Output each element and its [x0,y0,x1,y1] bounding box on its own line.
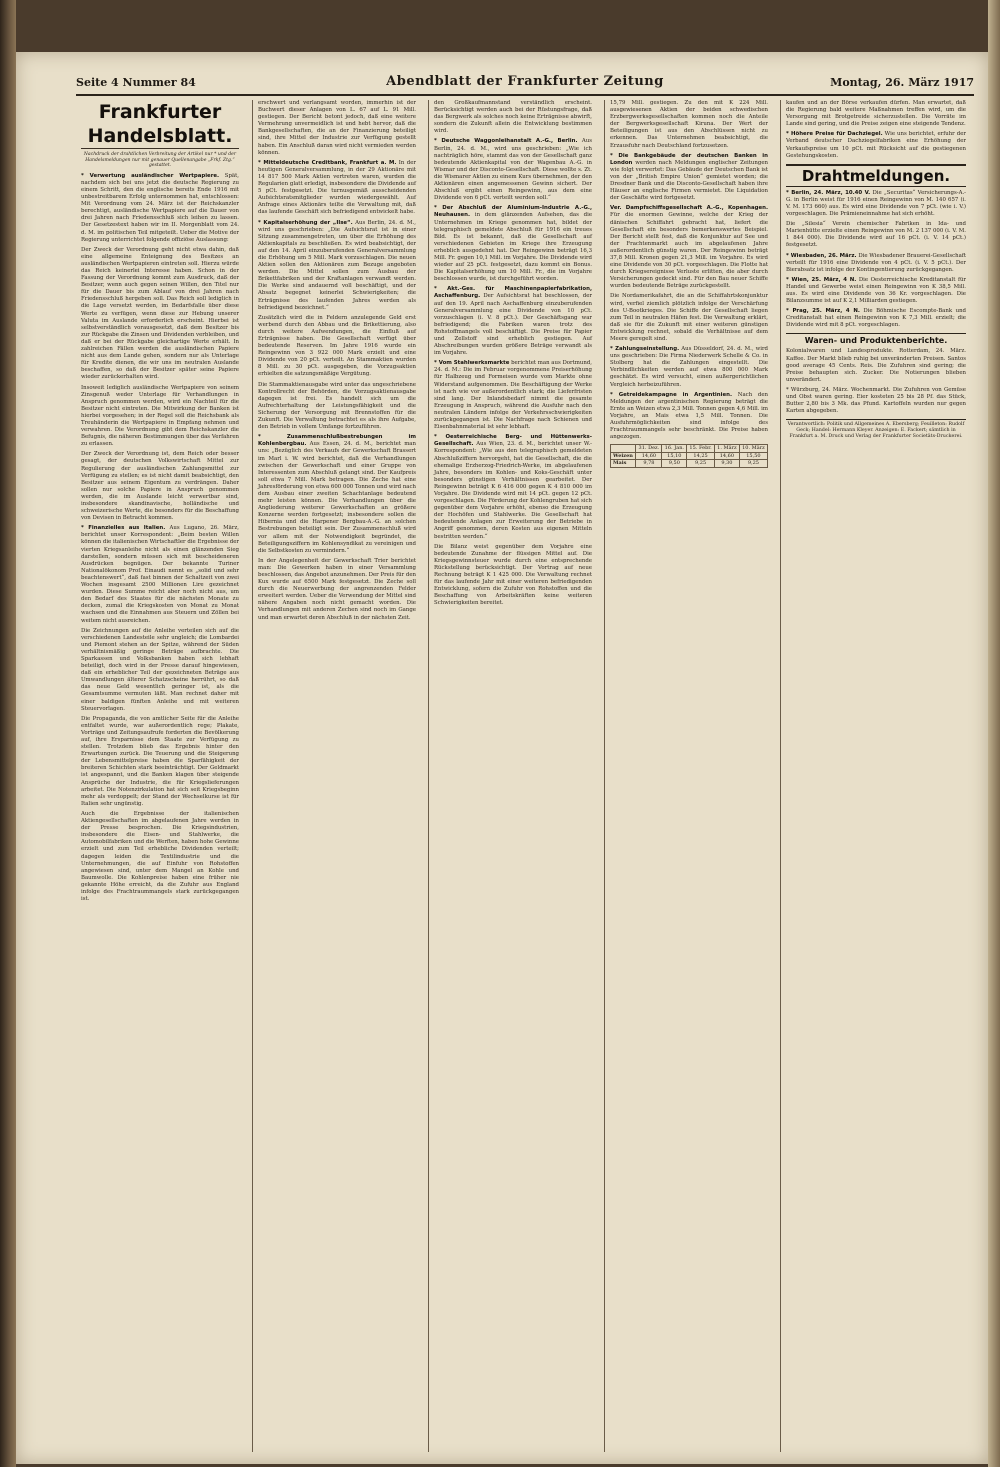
article-headline: * Berlin, 24. März, 10.40 V. [786,189,871,196]
price-cell: 9,30 [714,460,739,468]
column-5-top-articles [786,100,966,160]
article [786,253,966,274]
price-column-header [611,445,636,453]
article-body: Die Zeichnungen auf die Anleihe verteilen sich auf die verschiedenen Landesteile sehr ungleich; die Lombardei und Piemont stehen an der Spitze, während der Süden verhältnismäßig geringe Beträge aufbrachte. Die Sparkassen und Volksbanken haben sich lebhaft beteiligt, doch wird in der Presse darauf hingewiesen, daß ein erheblicher Teil der gezeichneten Beträge aus Umwandlungen älterer Schatzscheine herrührt, so daß das neue Geld wesentlich geringer ist, als die Gesamtsumme vermuten läßt. Man rechnet daher mit einer baldigen fünften Anleihe und mit weiteren Steuervorlagen. [81,627,239,712]
price-cell: Mais [611,460,636,468]
article-headline: * Zusammenschlußbestrebungen im Kohlenbergbau. [258,434,416,448]
article [786,190,966,218]
article-body: Der Zweck der Verordnung geht nicht etwa dahin, daß eine allgemeine Enteignung des Besitzes an ausländischen Wertpapieren eintreten soll. Hierzu würde das Reich keinerlei Interesse haben. Schon in der Fassung der Verordnung kommt zum Ausdruck, daß der Besitzer, wenn auch gegen seinen Willen, den Titel nur für die Dauer bis zum Ablauf von drei Jahren nach Friedensschluß hergeben soll. Das Reich soll lediglich in die Lage versetzt werden, im Bedarfsfalle über diese Werte zu verfügen, wenn diese zur Hebung unserer Valuta im Auslande erforderlich erscheint. Hierbei ist selbstverständlich vorausgesetzt, daß dem Besitzer bis zur Rückgabe die Zinsen und Dividenden verbleiben, und daß er bei der Rückgabe gleichartige Werte erhält. In zahlreichen Fällen werden die ausländischen Papiere nicht aus dem Lande gehen, sondern nur als Unterlage für Kredite dienen, die wir uns im neutralen Auslande beschaffen, so daß der Besitzer später seine Papiere wieder zurückerhalten wird. [81,246,239,381]
article [258,434,416,555]
price-cell: 15,10 [662,452,687,460]
article [258,558,416,622]
price-cell: 14,60 [636,452,662,460]
article-headline: * Wiesbaden, 26. März. [786,252,857,259]
column-1 [76,100,244,1452]
price-cell: 9,78 [636,460,662,468]
table-row [611,452,768,460]
article [81,525,239,624]
article-headline: * Mitteldeutsche Creditbank, Frankfurt a. M. [258,159,397,166]
article-headline: * Getreidekampagne in Argentinien. [610,391,733,398]
article-body: Die „Securitas“ Versicherungs-A.-G. in Berlin weist für 1916 einen Reingewinn von M. 140 657 (i. V. M. 173 660) aus. Es wird eine Dividende von 7 pCt. (wie i. V.) vorgeschlagen. Die Prämieneinnahme hat sich erhöht. [786,189,966,218]
article-headline: * Oesterreichische Berg- und Hüttenwerks-Gesellschaft. [434,434,592,448]
article [434,434,592,540]
waren-heading: Waren- und Produktenberichte. [786,333,966,346]
article-body: Für die enormen Gewinne, welche der Krieg der dänischen Schiffahrt gebracht hat, liefert die Gesellschaft ein besonders bemerkenswertes Beispiel. Der Bericht stellt fest, daß die Konjunktur auf See und der Frachtenmarkt auch im abgelaufenen Jahre außerordentlich günstig waren. Der Reingewinn beträgt 37,8 Mill. Kronen gegen 21,3 Mill. im Vorjahre. Es wird eine Dividende von 30 pCt. vorgeschlagen. Die Flotte hat durch Kriegsereignisse Verluste erlitten, die aber durch Versicherungen gedeckt sind. Für den Bau neuer Schiffe wurden bedeutende Beträge zurückgestellt. [610,212,768,290]
article-body: Kolonialwaren und Landesprodukte. Rotterdam, 24. März. Kaffee. Der Markt blieb ruhig bei unveränderten Preisen. Santos good average 45 Cents. Reis. Die Zufuhren sind gering; die Preise behaupten sich. Zucker. Die Notierungen blieben unverändert. [786,348,966,383]
article-body: Auch die Ergebnisse der italienischen Aktiengesellschaften im abgelaufenen Jahre werden in der Presse besprochen. Die Kriegsindustrien, insbesondere die Eisen- und Stahlwerke, die Automobilfabriken und die Werften, haben hohe Gewinne erzielt und zum Teil erhebliche Dividenden verteilt; dagegen leiden die Textilindustrie und die Unternehmungen, die auf Einfuhr von Rohstoffen angewiesen sind, unter dem Mangel an Kohle und Baumwolle. Die Kohlenpreise haben eine früher nie gekannte Höhe erreicht, da die Zufuhr aus England infolge des Frachtraummangels stark zurückgegangen ist. [81,810,239,903]
price-column-header: 16. Jan. [662,445,687,453]
column-3-articles [429,100,597,607]
page-number: Seite 4 Nummer 84 [76,76,196,89]
section-masthead: Frankfurter Handelsblatt. [81,100,239,149]
issue-date: Montag, 26. März 1917 [830,76,974,89]
article-body: kaufen und an der Börse verkaufen dürfen. Man erwartet, daß die Regierung bald weitere Maßnahmen treffen wird, um die Versorgung mit Brotgetreide sicherzustellen. Die Vorräte im Lande sind gering, und die Preise zeigen eine steigende Tendenz. [786,100,966,128]
price-cell: Weizen [611,452,636,460]
article-body: Spät, nachdem sich bei uns jetzt die deutsche Regierung zu einem Schritt, den die englische bereits Ende 1916 mit unbestreitbarem Erfolg unternommen hat, entschlossen: Mit Verordnung vom 24. März ist der Reichskanzler berechtigt, ausländische Wertpapiere auf die Dauer von drei Jahren nach Friedensschluß sich leihen zu lassen. Der Gesetzestext haben wir im II. Morgenblatt vom 24. d. M. im politischen Teil mitgeteilt. Ueber die Motive der Regierung unterrichtet folgende offiziöse Auslassung: [81,172,240,243]
table-row [611,460,768,468]
drahtmeldungen-heading: Drahtmeldungen. [786,164,966,187]
article-body: 15,79 Mill. gestiegen. Zu den mit K 224 Mill. ausgewiesenen Aktien der beiden schwedischen Erzbergwerksgesellschaften kommen noch die Anteile der Bergwerksgesellschaft Kiruna. Der Wert der Beteiligungen ist aus den Abschlüssen nicht zu erkennen. Das Unternehmen beabsichtigt, die Erzausfuhr nach Deutschland fortzusetzen. [610,100,768,149]
article [786,277,966,305]
article-headline: * Die Bankgebäude der deutschen Banken in London [610,152,768,166]
page-edge [988,0,1000,1467]
article-headline: * Der Abschluß der Aluminium-Industrie A.-G., Neuhausen. [434,205,592,219]
column-5-wire-articles [786,190,966,330]
book-binding [0,0,16,1467]
article [258,160,416,217]
price-table-body [611,452,768,467]
page-header [76,72,974,96]
article [81,716,239,808]
article-body: Aus Essen, 24. d. M., berichtet man uns: „Bezüglich des Verkaufs der Gewerkschaft Brassert im Marl i. W. wird berichtet, daß die Verhandlungen zwischen der Gewerkschaft und einer Gruppe von Interessenten zum Abschluß gelangt sind. Der Kaufpreis soll etwa 7 Mill. Mark betragen. Die Zeche hat eine Jahresförderung von etwa 600 000 Tonnen und wird nach dem Ausbau einer zweiten Schachtanlage bedeutend mehr leisten können. Die Verhandlungen über die Angliederung weiterer Gewerkschaften an größere Konzerne werden fortgesetzt; insbesondere sollen die Hibernia und die Harpener Bergbau-A.-G. an solchen Bestrebungen beteiligt sein. Der Zusammenschluß wird vor allem mit der Notwendigkeit begründet, die Beteiligungsziffern im Kohlensyndikat zu vereinigen und die Selbstkosten zu vermindern.“ [258,441,417,554]
article-headline: * Vom Stahlwerksmarkte [434,360,510,367]
article-body: Nach den Meldungen der argentinischen Regierung beträgt die Ernte an Weizen etwa 2,3 Mill. Tonnen gegen 4,6 Mill. im Vorjahre, an Mais etwa 1,5 Mill. Tonnen. Die Ausfuhrmöglichkeiten sind infolge des Frachtraummangels sehr beschränkt. Die Preise haben angezogen. [610,391,769,441]
article [786,131,966,159]
article-body: Aus Wien, 23. d. M., berichtet unser W.-Korrespondent: „Wie aus den telegraphisch gemeldeten Abschlußziffern hervorgeht, hat die Gesellschaft, die die ehemalige Erzherzog-Friedrich-Werke, im abgelaufenen Jahre, besonders im Kohlen- und Koks-Geschäft unter besonders günstigen Verhältnissen gearbeitet. Der Reingewinn beträgt K 6 416 000 gegen K 4 810 000 im Vorjahre. Die Dividende wird mit 14 pCt. gegen 12 pCt. vorgeschlagen. Die Förderung der Kohlengruben hat sich gegenüber dem Vorjahre erhöht, ebenso die Erzeugung der Hochöfen und Stahlwerke. Die Gesellschaft hat bedeutende Anlagen zur Erweiterung der Betriebe in Angriff genommen, deren Kosten aus eigenen Mitteln bestritten werden.“ [434,441,592,540]
article-body: Die „Silesia“ Verein chemischer Fabriken in Ida- und Marienhütte erzielte einen Reingewinn von M. 2 137 000 (i. V. M. 1 844 000). Die Dividende wird auf 16 pCt. (i. V. 14 pCt.) festgesetzt. [786,221,966,249]
imprint-footer: Verantwortlich: Politik und Allgemeines A. Ebersberg; Feuilleton: Rudolf Geck; Handel: Hermann Kleyer. Anzeigen: E. Fackert; sämtlich in Frankfurt a. M. Druck und Verlag der Frankfurter Societäts-Druckerei. [786,419,966,440]
article-headline: * Kapitalserhöhung der „Ilse“. [258,219,353,226]
article-headline: * Höhere Preise für Dachziegel. [786,131,883,138]
price-cell: 15,50 [739,452,767,460]
grain-price-table [610,444,768,468]
article-body: Aus Lugano, 26. März, berichtet unser Korrespondent: „Beim besten Willen können die italienischen Wirtschaftler die Ergebnisse der vierten Kriegsanleihe nicht als einen glänzenden Sieg darstellen, sondern müssen sich mit bescheideneren Ausdrücken begnügen. Der bekannte Turiner Nationalökonom Prof. Einaudi nennt es „solid und sehr beachtenswert“, daß fast binnen der Schaltzeit von zwei Wochen insgesamt 2500 Millionen Lire gezeichnet wurden. Diese Summe reicht aber noch nicht aus, um den Bedarf des Staates für die nächsten Monate zu decken, zumal die Kriegskosten von Monat zu Monat wachsen und die Einnahmen aus Steuern und Zöllen bei weitem nicht ausreichen. [81,525,240,624]
article [81,173,239,244]
column-4 [604,100,773,1452]
article-headline: * Finanzielles aus Italien. [81,525,166,532]
article-body: Der Aufsichtsrat hat beschlossen, der auf den 19. April nach Aschaffenburg einzuberufenden Generalversammlung eine Dividende von 10 pCt. vorzuschlagen (i. V. 8 pCt.). Der Geschäftsgang war befriedigend; die Fabriken waren trotz des Rohstoffmangels voll beschäftigt. Die Preise für Papier und Zellstoff sind erheblich gestiegen. Auf Abschreibungen wurden größere Beträge verwandt als im Vorjahre. [434,293,592,357]
article [610,346,768,389]
article-body: Zusätzlich wird die in Feldern anzulegende Geld erst werbend durch den Abbau und die Brikettierung, also durch weitere Aufwendungen, die Einfluß auf Erträgnisse haben. Die Gesellschaft verfügt über bedeutende Reserven. Im Jahre 1916 wurde ein Reingewinn von 3 922 000 Mark erzielt und eine Dividende von 20 pCt. verteilt. An Stammaktien wurden 8 Mill. zu 30 pCt. ausgegeben, die Vorzugsaktien erhielten die satzungsmäßige Vergütung. [258,314,416,378]
article [434,360,592,431]
price-cell: 14,25 [687,452,715,460]
article-body: Der Zweck der Verordnung ist, dem Reich oder besser gesagt, der deutschen Volkswirtschaft Mittel zur Regulierung der ausländischen Zahlungsmittel zur Verfügung zu stellen; es ist nicht damit beabsichtigt, den Besitzer aus seinem Eigentum zu verdrängen. Daher sollen nur solche Papiere in Anspruch genommen werden, die im Auslande leicht verwertbar sind, insbesondere skandinavische, holländische und schweizerische Werte, die besonders für die Beschaffung von Devisen in Betracht kommen. [81,451,239,522]
article-body: Aus Düsseldorf, 24. d. M., wird uns geschrieben: Die Firma Niederwerk Schelle & Co. in Stolberg hat die Zahlungen eingestellt. Die Verbindlichkeiten werden auf etwa 800 000 Mark geschätzt. Es wird versucht, einen außergerichtlichen Vergleich herbeizuführen. [610,346,769,388]
article-headline: * Zahlungseinstellung. [610,346,680,353]
article-body: Insoweit lediglich ausländische Wertpapiere von seinem Zinsgenuß weder Unterlage für Verhandlungen in Anspruch genommen werden, wird ein Nachteil für die Besitzer nicht eintreten. Die Mitwirkung der Banken ist hierbei vorgesehen; in der Regel soll die Reichsbank als Treuhänderin die Wertpapiere in Empfang nehmen und verwahren. Die Verordnung gibt dem Reichskanzler die Befugnis, die näheren Bestimmungen über das Verfahren zu erlassen. [81,384,239,448]
article [786,308,966,329]
article [610,293,768,343]
column-2-articles [253,100,421,622]
price-column-header: 10. März [739,445,767,453]
article-body: den Großkaufmannstand verständlich erscheint. Berücksichtigt werden auch bei der Rüstungsfrage, daß das Bergwerk als solches noch keine Erträgnisse abwirft, sondern die Zukunft allein die Entwicklung bestimmen wird. [434,100,592,135]
article-body: In der Angelegenheit der Gewerkschaft Trier berichtet man: Die Gewerken haben in einer Versammlung beschlossen, das Angebot anzunehmen. Der Preis für den Kux wurde auf 6500 Mark festgesetzt. Die Zeche soll durch die Neuerwerbung der angrenzenden Felder erweitert werden. Ueber die Verwendung der Mittel sind nähere Angaben noch nicht gemacht worden. Die Verhandlungen mit anderen Zechen sind noch im Gange und man erwartet deren Abschluß in der nächsten Zeit. [258,557,416,621]
article-headline: * Wien, 25. März, 4 N. [786,276,857,283]
article [434,544,592,608]
article-headline: * Prag, 25. März, 4 N. [786,308,860,315]
article [81,811,239,903]
article [610,392,768,442]
article-body: erschwert und verlangsamt worden, immerhin ist der Buchwert dieser Anlagen von L. 67 auf L. 91 Mill. gestiegen. Der Bericht betont jedoch, daß eine weitere Vermehrung unvermeidlich ist und hebt hervor, daß die Bankgesellschaften, die an der Finanzierung beteiligt sind, ihre Mittel der Industrie zur Verfügung gestellt haben. Ein Anschluß daran wird nicht vermieden werden können. [258,100,416,156]
article-body: Die Nordamerikafahrt, die an die Schiffahrtskonjunktur wird, verfiel ziemlich plötzlich infolge der Verschärfung des U-Bootkrieges. Die Schiffe der Gesellschaft liegen zum Teil in neutralen Häfen fest. Die Verwaltung erklärt, daß sie für die Zukunft mit einer weiteren günstigen Entwicklung rechnet, sobald die Verhältnisse auf dem Meere geregelt sind. [610,293,768,342]
newspaper-title: Abendblatt der Frankfurter Zeitung [386,74,664,89]
article [610,100,768,150]
column-4-articles [610,100,768,441]
article-body: Die Bilanz weist gegenüber dem Vorjahre eine bedeutende Zunahme der flüssigen Mittel auf. Die Kriegsgewinnsteuer wurde durch eine entsprechende Rückstellung berücksichtigt. Der Vortrag auf neue Rechnung beträgt K 1 425 000. Die Verwaltung rechnet für das laufende Jahr mit einer weiteren befriedigenden Entwicklung, sofern die Zufuhr von Rohstoffen und die Beschaffung von Arbeitskräften keine weiteren Schwierigkeiten bereitet. [434,543,592,607]
price-cell: 14,60 [714,452,739,460]
price-cell: 9,25 [687,460,715,468]
article-body: Wie uns berichtet, erfuhr der Verband deutscher Dachziegelfabriken eine Erhöhung der Verkaufspreise um 10 pCt. mit Rücksicht auf die gestiegenen Gestehungskosten. [786,131,966,159]
article-body: Die Wiesbadener Brauerei-Gesellschaft verteilt für 1916 eine Dividende von 4 pCt. (i. V. 5 pCt.). Der Bierabsatz ist infolge der Kontingentierung zurückgegangen. [786,252,966,273]
article [434,205,592,283]
price-column-header: 1. März [714,445,739,453]
price-table-header [611,445,768,453]
article [610,153,768,203]
article-headline: Ver. Dampfschiffsgesellschaft A.-G., Kopenhagen. [610,205,768,212]
article [81,628,239,713]
article [81,247,239,382]
columns-container [76,100,974,1452]
article-body: Die Böhmische Escompte-Bank und Creditanstalt hat einen Reingewinn von K 7,3 Mill. erzielt; die Dividende wird mit 8 pCt. vorgeschlagen. [786,308,966,329]
price-cell: 9,25 [739,460,767,468]
article [610,205,768,290]
article-headline: * Verwertung ausländischer Wertpapiere. [81,172,220,179]
article [786,221,966,249]
article-headline: * Deutsche Waggonleihanstalt A.-G., Berlin. [434,138,578,145]
article [434,286,592,357]
article [81,385,239,449]
article [434,100,592,135]
price-cell: 9,50 [662,460,687,468]
article-body: Aus Berlin, 24. d. M., wird uns geschrieben: „Die Aufsichtsrat ist in einer Sitzung zusammengetreten, um über die Erhöhung des Aktienkapitals zu beschließen. Es wird beabsichtigt, der auf den 14. April einzuberufenden Generalversammlung die Erhöhung um 5 Mill. Mark vorzuschlagen. Die neuen Aktien sollen den Aktionären zum Bezuge angeboten werden. Die Mittel sollen zum Ausbau der Brikettfabriken und der Kraftanlagen verwandt werden. Die Werke sind andauernd voll beschäftigt, und der Absatz begegnet keinerlei Schwierigkeiten; die Erträgnisse des laufenden Jahres werden als befriedigend bezeichnet.“ [258,219,416,311]
article-body: Aus Berlin, 24. d. M., wird uns geschrieben: „Wie ich nachträglich höre, stammt das von der Gesellschaft ganz bedeutende Aktienkapital von der Wagenbau A.-G. in Wismar und der Disconto-Gesellschaft. Diese wollte s. Zt. die Wismarer Aktien zu einem Kurs übernehmen, der den Aktionären einen angemessenen Gewinn sichert. Der Abschluß ergibt einen Reingewinn, aus dem eine Dividende von 6 pCt. verteilt werden soll.“ [434,138,592,202]
column-2 [252,100,421,1452]
article [258,315,416,379]
article-body: Die Oesterreichische Kreditanstalt für Handel und Gewerbe weist einen Reingewinn von K 38,5 Mill. aus. Es wird eine Dividende von 36 Kr. vorgeschlagen. Die Bilanzsumme ist auf K 2,1 Milliarden gestiegen. [786,276,966,305]
article-body: Die Stammaktienausgabe wird unter das ungeschriebene Kontrollrecht der Behörden, die Vorzugsaktienausgabe dagegen ist frei. Es handelt sich um die Aufrechterhaltung der Leistungsfähigkeit und die Sicherung der Versorgung mit Brennstoffen für die Zukunft. Die Verwaltung betrachtet es als ihre Aufgabe, den Betrieb in vollem Umfange fortzuführen. [258,381,416,431]
article [786,348,966,383]
article [81,451,239,522]
article [434,138,592,202]
article-body: * Würzburg, 24. März. Wochenmarkt. Die Zufuhren von Gemüse und Obst waren gering. Eier kosteten 25 bis 28 Pf. das Stück, Butter 2,80 bis 3 Mk. das Pfund. Kartoffeln wurden nur gegen Karten abgegeben. [786,386,966,415]
article-headline: * Akt.-Ges. für Maschinenpapierfabrikation, Aschaffenburg. [434,286,592,300]
column-1-articles [81,173,239,903]
price-column-header: 31. Dez. [636,445,662,453]
column-5-market-articles [786,348,966,415]
article-body: Die Propaganda, die von amtlicher Seite für die Anleihe entfaltet wurde, war außerordentlich rege; Plakate, Vorträge und Zeitungsaufrufe forderten die Bevölkerung auf, ihre Ersparnisse dem Staate zur Verfügung zu stellen. Trotzdem blieb das Ergebnis hinter den Erwartungen zurück. Die Teuerung und die Steigerung der Lebensmittelpreise haben die Sparfähigkeit der breiteren Schichten stark beeinträchtigt. Der Geldmarkt ist angespannt, und die Banken klagen über steigende Ansprüche der Industrie, die für Kriegslieferungen arbeitet. Die Notenzirkulation hat sich seit Kriegsbeginn mehr als verdoppelt; der Stand der Wechselkurse ist für Italien sehr ungünstig. [81,715,239,807]
reprint-note: Nachdruck der drahtlichen Verbreitung der Artikel nur * und der Handelsmeldungen nur mit genauer Quellenangabe „Frkf. Ztg.“ gestattet. [83,152,237,169]
article [258,220,416,312]
article [786,387,966,415]
article-body: in dem glänzenden Aufsehen, das die Unternehmen im Kriege genommen hat, bildet der telegraphisch gemeldete Abschluß für 1916 ein treues Bild. Es ist bekannt, daß die Gesellschaft auf verschiedenen Gebieten im Kriege ihre Erzeugung erheblich ausgedehnt hat. Der Reingewinn beträgt 16,3 Mill. Fr. gegen 10,1 Mill. im Vorjahre. Die Dividende wird wieder auf 25 pCt. festgesetzt, dazu kommt ein Bonus. Die Kapitalserhöhung um 10 Mill. Fr., die im Vorjahre beschlossen wurde, ist durchgeführt worden. [434,212,593,283]
article-body: In der heutigen Generalversammlung, in der 29 Aktionäre mit 14 817 500 Mark Aktien vertreten waren, wurden die Regularien glatt erledigt, insbesondere die Dividende auf 5 pCt. festgesetzt. Die turnusgemäß ausscheidenden Aufsichtsratsmitglieder wurden wiedergewählt. Auf Anfrage eines Aktionärs teilte die Verwaltung mit, daß das laufende Geschäft sich befriedigend entwickelt habe. [258,159,416,216]
article [786,100,966,128]
newspaper-page [16,52,988,1464]
article-body: werden nach Meldungen englischer Zeitungen wie folgt verwertet: Das Gebäude der Deutschen Bank ist von der „British Empire Union“ gemietet worden; die Dresdner Bank und die Disconto-Gesellschaft haben ihre Häuser an englische Firmen vermietet. Die Liquidation der Geschäfte wird fortgesetzt. [610,159,768,202]
column-5 [780,100,971,1452]
price-column-header: 15. Febr. [687,445,715,453]
article-body: berichtet man aus Dortmund, 24. d. M.: Die im Februar vorgenommene Preiserhöhung für Halbzeug und Formeisen wurde vom Markte ohne Widerstand aufgenommen. Die Beschäftigung der Werke ist nach wie vor außerordentlich stark; die Lieferfristen sind lang. Der Inlandsbedarf nimmt die gesamte Erzeugung in Anspruch, während die Ausfuhr nach den neutralen Ländern infolge der Verkehrsschwierigkeiten zurückgegangen ist. Die Nachfrage nach Schienen und Eisenbahnmaterial ist sehr lebhaft. [434,360,592,431]
column-3 [428,100,597,1452]
article [258,100,416,157]
article [258,382,416,432]
